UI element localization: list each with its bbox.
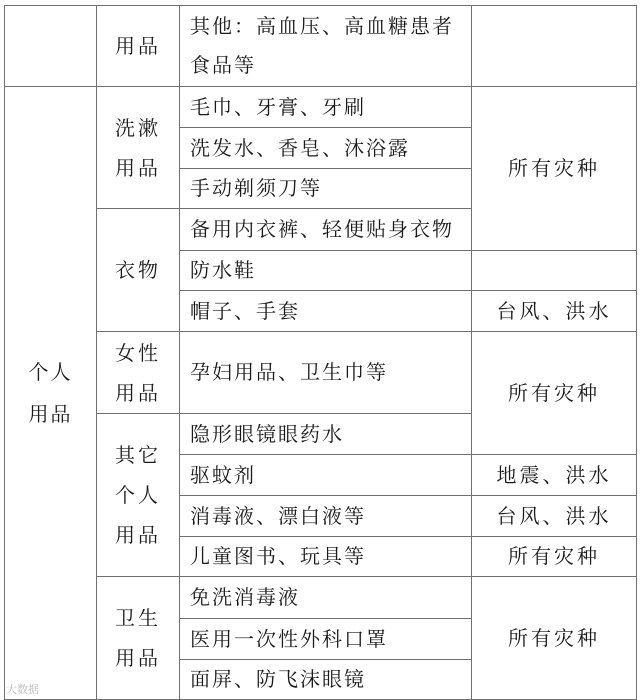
item-cell: 其他：高血压、高血糖患者食品等 — [180, 6, 472, 87]
item-cell: 毛巾、牙膏、牙刷 — [180, 87, 472, 128]
disaster-cell: 台风、洪水 — [472, 496, 637, 537]
empty-cell — [5, 6, 97, 87]
disaster-cell: 所有灾种 — [472, 537, 637, 577]
subcategory-cell: 女性用品 — [97, 332, 180, 414]
item-cell: 免洗消毒液 — [180, 577, 472, 619]
item-cell: 隐形眼镜眼药水 — [180, 414, 472, 455]
item-cell: 医用一次性外科口罩 — [180, 619, 472, 660]
disaster-cell: 地震、洪水 — [472, 455, 637, 496]
disaster-cell: 所有灾种 — [472, 87, 637, 251]
item-cell: 帽子、手套 — [180, 291, 472, 332]
subcategory-cell: 洗漱用品 — [97, 87, 180, 209]
table-row — [5, 6, 637, 87]
empty-cell — [472, 6, 637, 87]
disaster-cell: 所有灾种 — [472, 577, 637, 700]
item-cell: 儿童图书、玩具等 — [180, 537, 472, 577]
disaster-cell: 台风、洪水 — [472, 291, 637, 332]
subcategory-cell: 卫生用品 — [97, 577, 180, 700]
disaster-cell: 所有灾种 — [472, 332, 637, 455]
table-row — [5, 332, 637, 414]
item-cell: 孕妇用品、卫生巾等 — [180, 332, 472, 414]
supplies-table — [4, 5, 637, 700]
table-row — [5, 577, 637, 619]
item-cell: 面屏、防飞沫眼镜 — [180, 660, 472, 700]
subcategory-cell: 用品 — [97, 6, 180, 87]
item-cell: 备用内衣裤、轻便贴身衣物 — [180, 209, 472, 251]
item-cell: 消毒液、漂白液等 — [180, 496, 472, 537]
subcategory-cell: 衣物 — [97, 209, 180, 332]
category-cell: 个人用品 — [5, 87, 97, 700]
subcategory-cell: 其它个人用品 — [97, 414, 180, 577]
item-cell: 手动剃须刀等 — [180, 169, 472, 209]
item-cell: 驱蚊剂 — [180, 455, 472, 496]
item-cell: 洗发水、香皂、沐浴露 — [180, 128, 472, 169]
watermark: 大数据 — [6, 683, 39, 696]
empty-cell — [472, 251, 637, 291]
item-cell: 防水鞋 — [180, 251, 472, 291]
table-row — [5, 87, 637, 128]
